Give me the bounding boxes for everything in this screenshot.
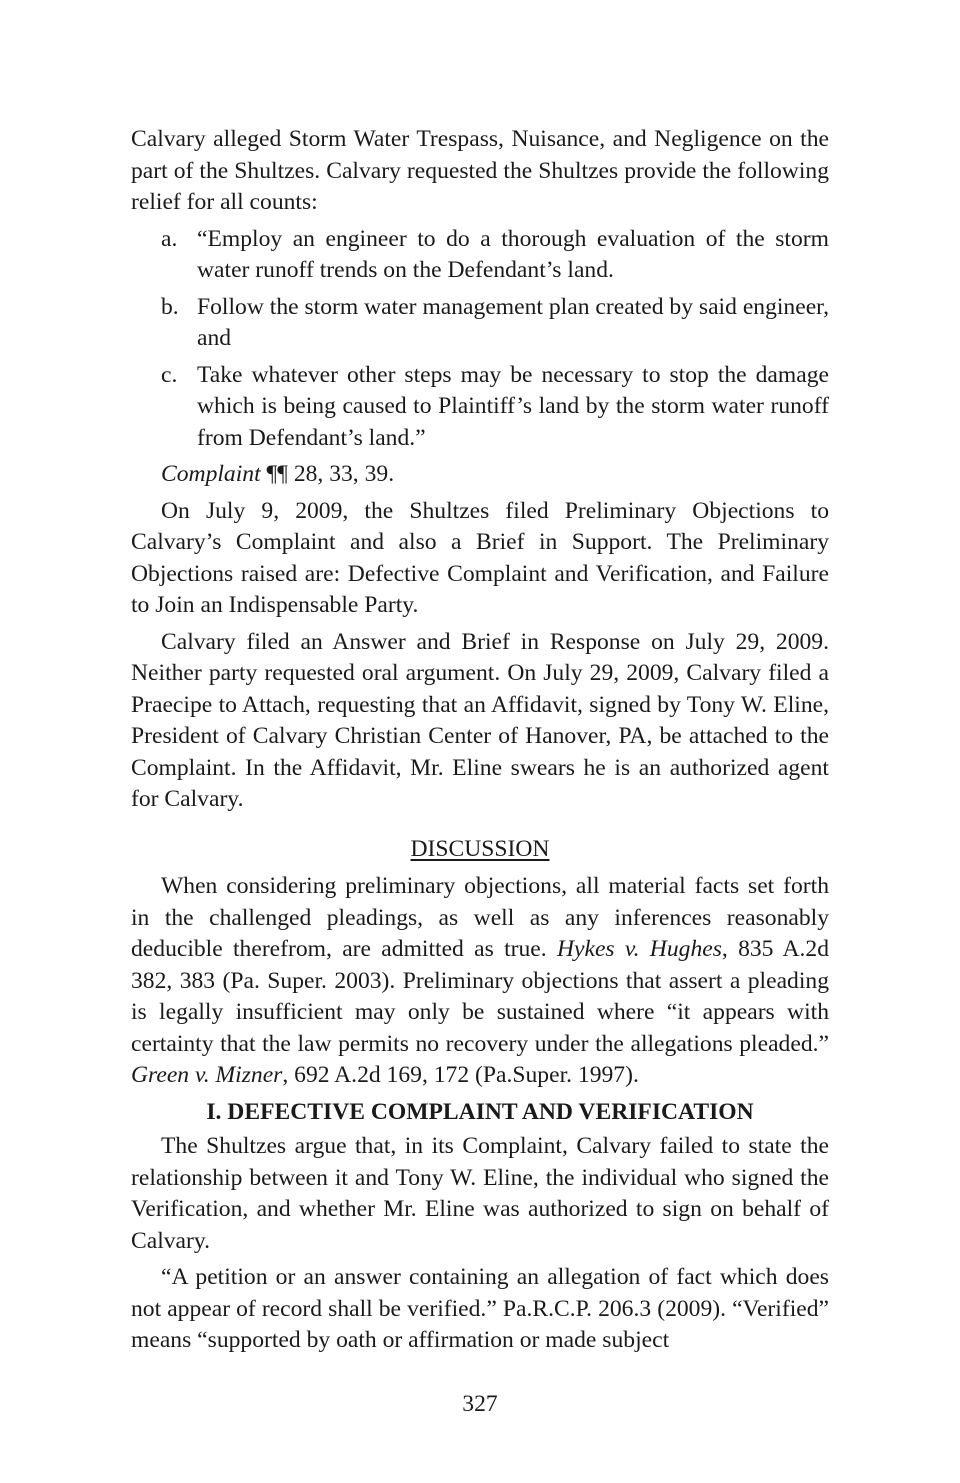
answer-paragraph: Calvary filed an Answer and Brief in Response on July 29, 2009. Neither party requested oral argument. On July 29, 2009, Calvary filed a Praecipe to Attach, requesting that an Affidavit, signed by Tony W. Eline, President of Calvary Christian Center of Hanover, PA, be attached to the Complaint. In the Affidavit, Mr. Eline swears he is an authorized agent for Calvary. <box>131 628 829 812</box>
complaint-citation <box>131 459 829 491</box>
shultzes-argument-paragraph: The Shultzes argue that, in its Complaint, Calvary failed to state the relationship between it and Tony W. Eline, the individual who signed the Verification, and whether Mr. Eline was authorized to sign on behalf of Calvary. <box>131 1133 829 1254</box>
verification-rule-paragraph: “A petition or an answer containing an allegation of fact which does not appear of record shall be verified.” Pa.R.C.P. 206.3 (2009). “Verified” means “supported by oath or affirmation or made subject <box>131 1264 829 1353</box>
list-item-text: Follow the storm water management plan created by said engineer, and <box>197 293 829 351</box>
text-segment: When considering preliminary objections, all material facts set forth in the challenged pleadings, as well as any inferences reasonably deducible therefrom, are admitted as true. <box>131 873 829 962</box>
case-name: Green v. Mizner <box>131 1062 283 1088</box>
list-item-text: “Employ an engineer to do a thorough evaluation of the storm water runoff trends on the Defendant’s land. <box>197 225 829 283</box>
list-item <box>131 292 829 355</box>
citation-paragraphs: ¶¶ 28, 33, 39. <box>260 461 395 487</box>
text-segment: , 692 A.2d 169, 172 (Pa.Super. 1997). <box>282 1062 639 1088</box>
standard-of-review-paragraph <box>131 871 829 1092</box>
list-item <box>131 360 829 455</box>
list-marker: a. <box>161 225 178 252</box>
discussion-heading: DISCUSSION <box>410 835 550 862</box>
text-segment: , 835 A.2d 382, 383 (Pa. Super. 2003). Preliminary objections that assert a pleading is legally insufficient may only be sustained where “it appears with certainty that the law permits no recovery under the allegations pleaded.” <box>131 936 829 1057</box>
list-item <box>131 224 829 287</box>
relief-list <box>131 224 829 455</box>
section-heading: I. DEFECTIVE COMPLAINT AND VERIFICATION <box>206 1098 754 1125</box>
preliminary-objections-paragraph: On July 9, 2009, the Shultzes filed Preliminary Objections to Calvary’s Complaint and also a Brief in Support. The Preliminary Objections raised are: Defective Complaint and Verification, and Failure to Join an Indispensable Party. <box>131 497 829 618</box>
citation-title: Complaint <box>161 461 261 487</box>
list-marker: b. <box>161 293 179 320</box>
intro-paragraph: Calvary alleged Storm Water Trespass, Nuisance, and Negligence on the part of the Shultzes. Calvary requested the Shultzes provide the following relief for all counts: <box>131 126 829 215</box>
document-page <box>131 124 829 1362</box>
page-number: 327 <box>462 1391 498 1417</box>
list-marker: c. <box>161 361 178 388</box>
case-name: Hykes v. Hughes <box>556 936 722 962</box>
list-item-text: Take whatever other steps may be necessary to stop the damage which is being caused to Plaintiff’s land by the storm water runoff from Defendant’s land.” <box>197 361 829 451</box>
